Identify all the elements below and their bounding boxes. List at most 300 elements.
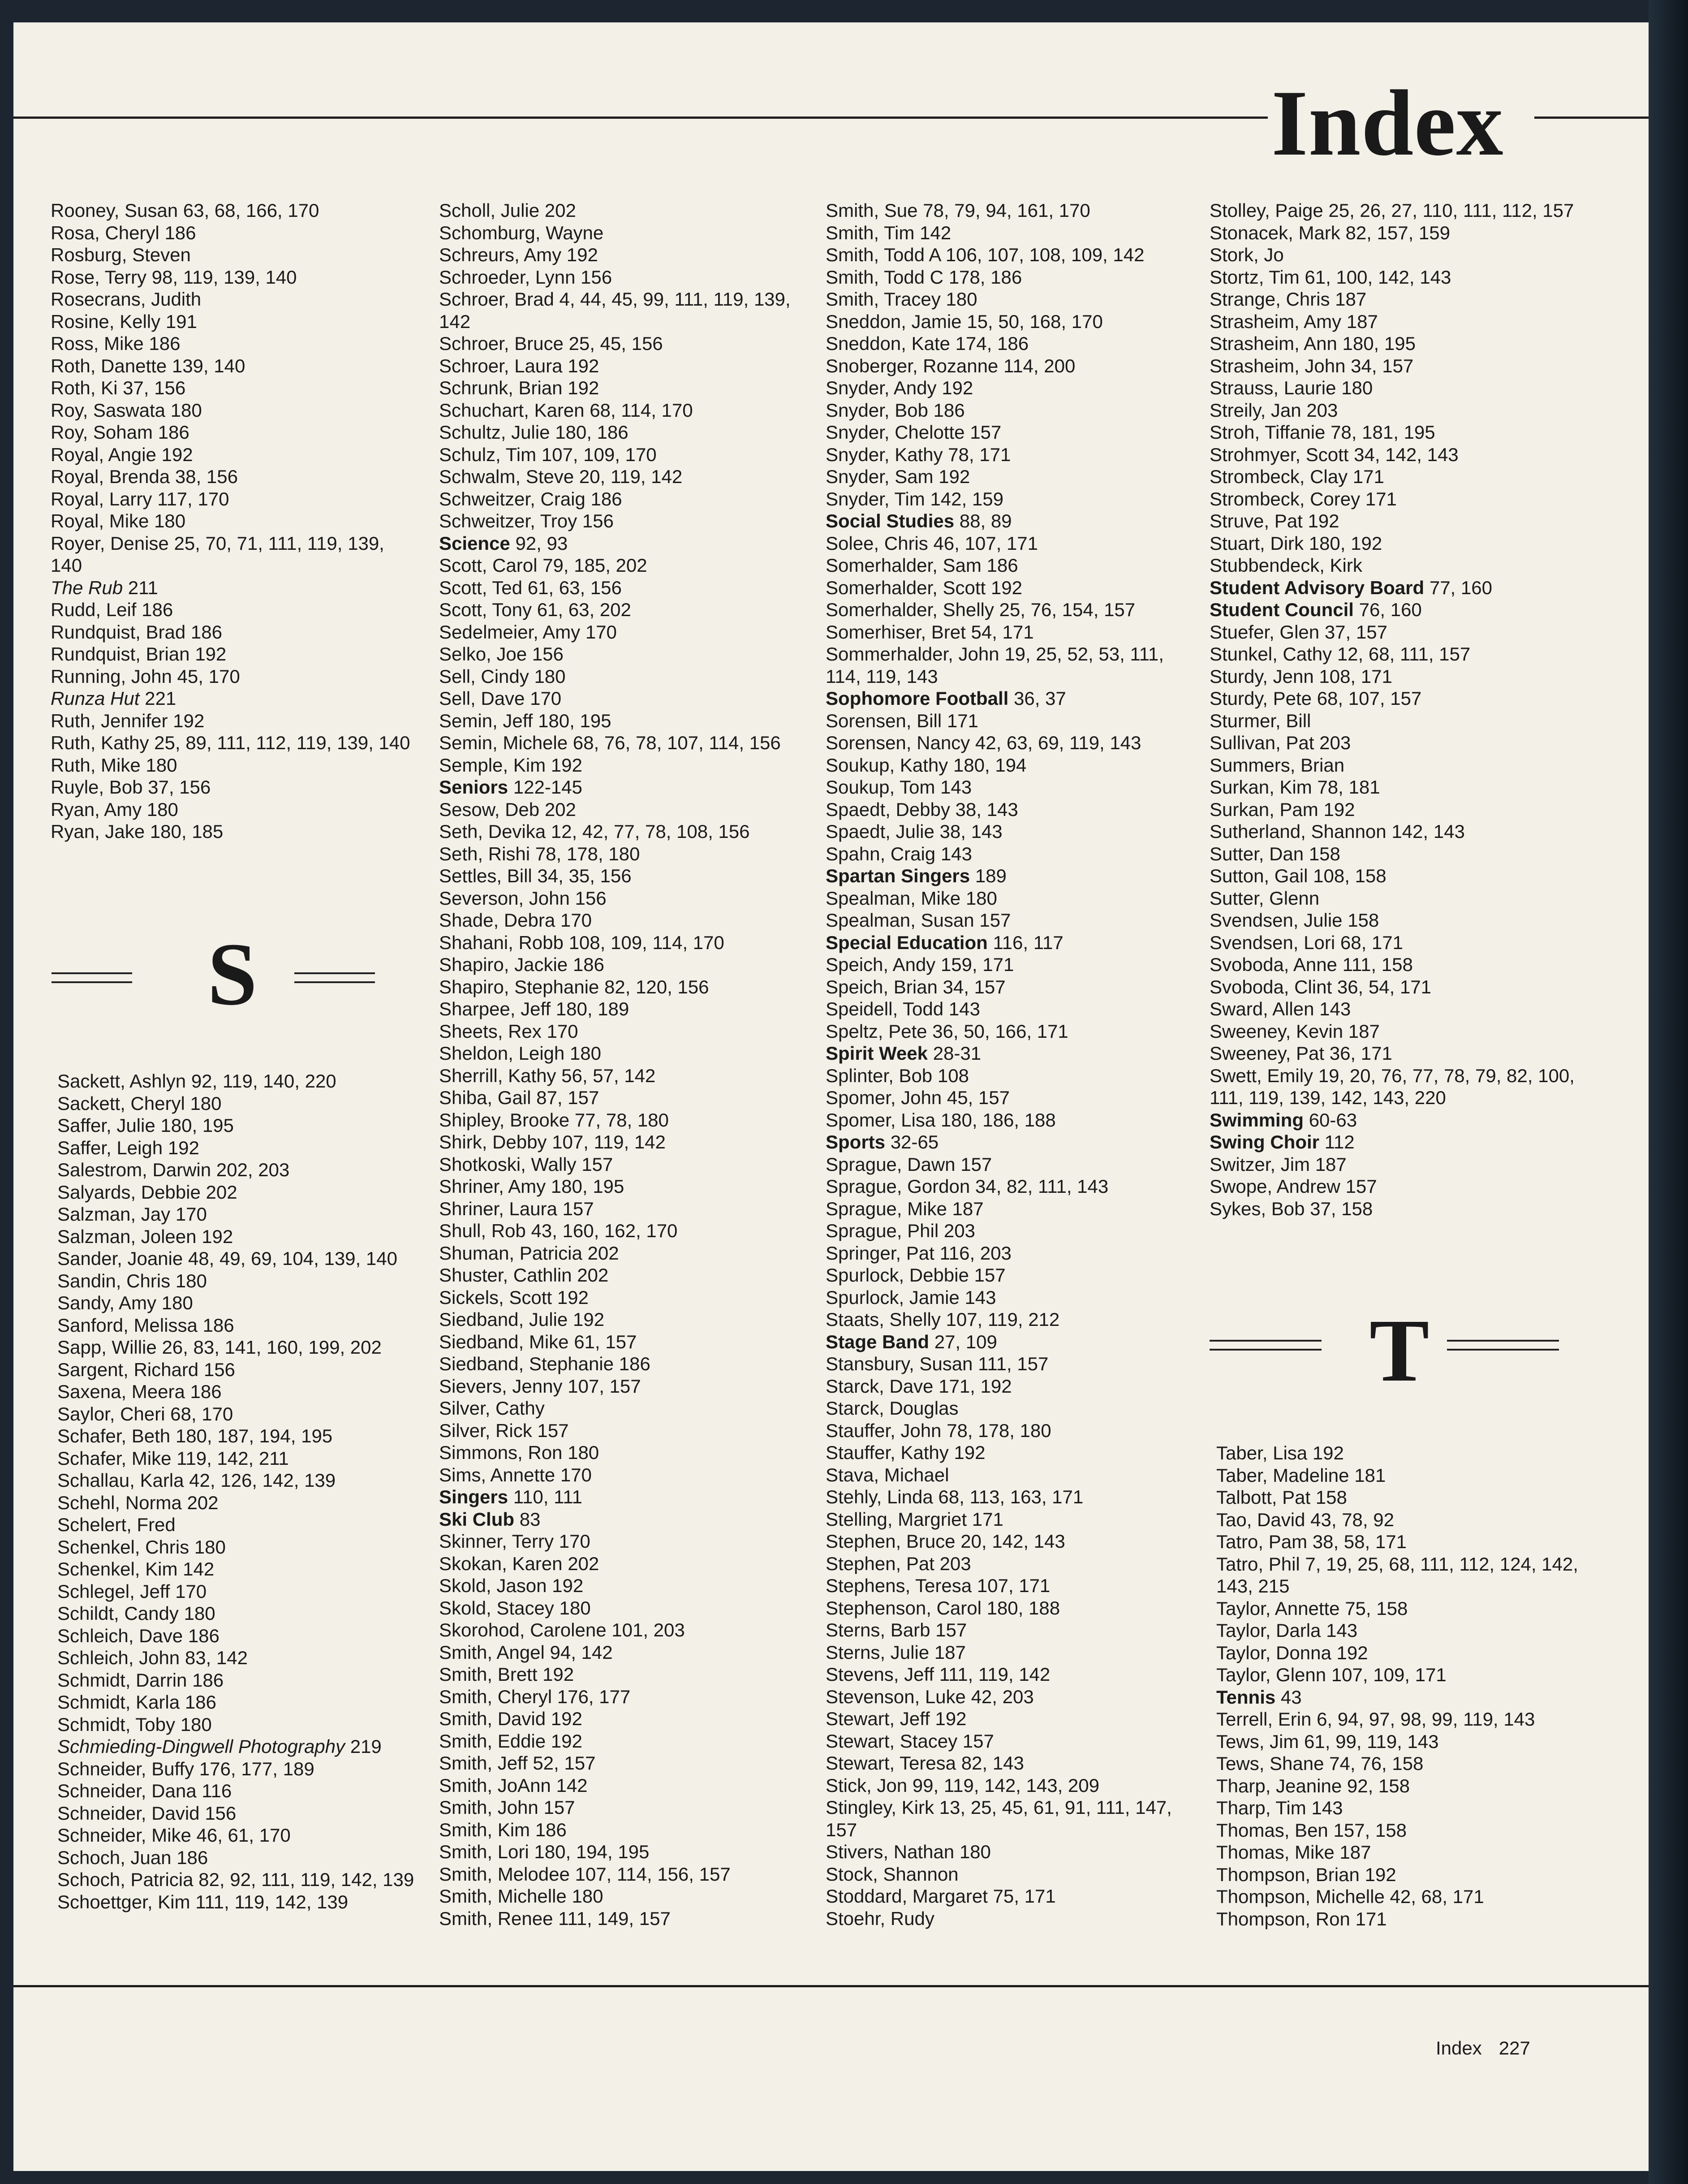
index-entry: [1216, 1752, 1588, 1775]
entry-name: Speich, Andy: [826, 954, 936, 975]
index-entry: [439, 1508, 811, 1531]
index-entry: [826, 1730, 1197, 1752]
entry-name: Stewart, Teresa: [826, 1752, 956, 1774]
entry-name: Spealman, Mike: [826, 887, 961, 909]
entry-pages: 37, 156: [148, 777, 211, 798]
header-rule-right: [1534, 117, 1649, 119]
entry-name: Roy, Saswata: [51, 399, 165, 421]
entry-pages: 202: [587, 1242, 619, 1264]
entry-pages: 143: [1311, 1797, 1343, 1818]
entry-name: Schmieding-Dingwell Photography: [57, 1736, 345, 1757]
entry-name: Sprague, Phil: [826, 1220, 939, 1241]
index-entry: [1216, 1464, 1588, 1487]
index-entry: [57, 1181, 425, 1204]
entry-pages: 192: [161, 444, 193, 465]
index-entry: [57, 1492, 425, 1514]
entry-pages: 159, 171: [940, 954, 1014, 975]
index-column-4-t: [1216, 1442, 1588, 1930]
index-entry: [439, 1198, 811, 1220]
index-entry: [826, 377, 1197, 399]
entry-pages: 68, 171: [1340, 932, 1403, 953]
entry-name: Seniors: [439, 777, 508, 798]
entry-name: Severson, John: [439, 887, 570, 909]
entry-name: Strombeck, Corey: [1210, 488, 1361, 509]
entry-pages: 186: [619, 1353, 650, 1374]
entry-pages: 180, 186, 188: [940, 1109, 1056, 1131]
index-entry: [51, 466, 418, 488]
entry-name: Stewart, Jeff: [826, 1708, 930, 1729]
entry-pages: 202: [544, 200, 576, 221]
index-entry: [826, 532, 1197, 555]
index-entry: [439, 510, 811, 532]
entry-name: Schleich, Dave: [57, 1625, 183, 1646]
index-entry: [826, 732, 1197, 754]
entry-name: Rooney, Susan: [51, 200, 178, 221]
entry-name: Smith, David: [439, 1708, 546, 1729]
entry-name: Student Council: [1210, 599, 1354, 620]
entry-pages: 180: [965, 887, 997, 909]
entry-name: Strasheim, John: [1210, 355, 1346, 376]
index-entry: [439, 887, 811, 910]
entry-pages: 25, 45, 156: [568, 333, 663, 354]
entry-name: Stauffer, John: [826, 1420, 942, 1441]
entry-pages: 180: [170, 399, 202, 421]
entry-name: Shade, Debra: [439, 910, 555, 931]
index-entry: [439, 1752, 811, 1774]
entry-name: Sutherland, Shannon: [1210, 821, 1387, 842]
index-entry: [826, 1264, 1197, 1286]
entry-name: Sheldon, Leigh: [439, 1043, 565, 1064]
index-entry: [439, 1308, 811, 1331]
entry-pages: 180: [146, 798, 178, 820]
entry-pages: 192: [551, 754, 582, 776]
index-entry: [57, 1336, 425, 1359]
entry-pages: 180, 194, 195: [534, 1841, 650, 1862]
index-entry: [57, 1314, 425, 1337]
index-entry: [1210, 909, 1581, 932]
entry-name: Schweitzer, Troy: [439, 510, 577, 531]
index-entry: [439, 532, 811, 555]
entry-name: Skokan, Karen: [439, 1553, 563, 1574]
index-entry: [439, 1863, 811, 1886]
index-entry: [826, 1286, 1197, 1309]
entry-name: Surkan, Kim: [1210, 777, 1312, 798]
index-entry: [439, 377, 811, 399]
entry-pages: 107, 157: [568, 1375, 641, 1397]
index-entry: [826, 577, 1197, 599]
entry-pages: 176, 177, 189: [199, 1758, 314, 1779]
entry-name: Schoch, Patricia: [57, 1869, 194, 1890]
entry-pages: 221: [145, 688, 177, 709]
entry-name: Snyder, Tim: [826, 488, 925, 509]
entry-name: Sturmer, Bill: [1210, 710, 1311, 731]
entry-name: Stava, Michael: [826, 1464, 949, 1485]
entry-pages: 106, 107, 108, 109, 142: [945, 244, 1145, 265]
entry-pages: 25, 70, 71, 111, 119, 139, 140: [51, 532, 384, 576]
entry-name: Schmidt, Karla: [57, 1692, 180, 1713]
index-entry: [51, 599, 418, 621]
index-entry: [826, 865, 1197, 887]
entry-name: Springer, Pat: [826, 1242, 934, 1264]
entry-pages: 157: [537, 1420, 569, 1441]
index-entry: [1210, 754, 1581, 777]
index-entry: [826, 288, 1197, 311]
index-entry: [826, 687, 1197, 710]
section-heading-s: [52, 925, 419, 1024]
entry-pages: 203: [939, 1553, 971, 1574]
index-entry: [1216, 1797, 1588, 1819]
entry-pages: 187: [1335, 289, 1367, 310]
entry-name: Stick, Jon: [826, 1774, 908, 1796]
entry-name: Roth, Danette: [51, 355, 167, 376]
entry-pages: 192: [557, 1286, 589, 1308]
index-entry: [439, 732, 811, 754]
entry-name: Schomburg, Wayne: [439, 222, 604, 243]
index-entry: [1210, 311, 1581, 333]
entry-name: Seth, Devika: [439, 821, 546, 842]
entry-name: Rudd, Leif: [51, 599, 137, 620]
index-column-2: [439, 199, 811, 1929]
entry-name: Sullivan, Pat: [1210, 732, 1314, 753]
entry-name: Ruth, Kathy: [51, 732, 149, 753]
index-entry: [826, 222, 1197, 244]
index-entry: [826, 1464, 1197, 1486]
index-entry: [439, 466, 811, 488]
entry-name: Rose, Terry: [51, 266, 146, 288]
entry-name: Shuman, Patricia: [439, 1242, 582, 1264]
entry-pages: 92, 158: [1347, 1775, 1410, 1796]
entry-name: Stephenson, Carol: [826, 1597, 982, 1619]
entry-pages: 192: [1323, 798, 1355, 820]
entry-name: Seth, Rishi: [439, 843, 530, 864]
entry-name: Spaedt, Julie: [826, 821, 934, 842]
index-entry: [439, 1819, 811, 1841]
entry-name: Spomer, Lisa: [826, 1109, 936, 1131]
index-entry: [1210, 843, 1581, 865]
entry-pages: 68, 114, 170: [590, 399, 693, 421]
entry-name: Ryan, Amy: [51, 798, 142, 820]
entry-name: Schweitzer, Craig: [439, 488, 586, 509]
entry-name: Smith, John: [439, 1797, 538, 1818]
index-entry: [439, 554, 811, 577]
entry-name: Sterns, Barb: [826, 1619, 930, 1640]
entry-name: Thomas, Ben: [1216, 1819, 1328, 1841]
index-entry: [1210, 732, 1581, 754]
index-entry: [1210, 288, 1581, 311]
entry-pages: 78, 178, 180: [535, 843, 640, 864]
entry-pages: 202: [577, 1265, 609, 1286]
index-entry: [57, 1092, 425, 1115]
index-entry: [826, 488, 1197, 510]
entry-name: Schildt, Candy: [57, 1603, 179, 1624]
entry-pages: 192: [543, 1664, 574, 1685]
entry-pages: 171: [972, 1508, 1003, 1530]
index-entry: [439, 421, 811, 444]
entry-name: Sprague, Dawn: [826, 1153, 956, 1175]
index-entry: [439, 1885, 811, 1908]
index-entry: [57, 1226, 425, 1248]
index-entry: [51, 754, 418, 777]
entry-pages: 170: [530, 688, 562, 709]
index-entry: [1210, 954, 1581, 976]
entry-pages: 83, 142: [185, 1647, 248, 1668]
entry-name: Sweeney, Pat: [1210, 1043, 1325, 1064]
entry-pages: 180: [161, 1292, 193, 1313]
index-entry: [57, 1114, 425, 1137]
entry-pages: 180, 195: [1342, 333, 1416, 354]
entry-pages: 12, 42, 77, 78, 108, 156: [551, 821, 750, 842]
index-entry: [1210, 865, 1581, 887]
entry-name: Sanford, Melissa: [57, 1314, 198, 1336]
section-heading-t: [1210, 1301, 1581, 1400]
entry-pages: 202, 203: [216, 1159, 290, 1180]
entry-pages: 171: [1352, 466, 1384, 487]
entry-pages: 180: [568, 1442, 599, 1463]
index-entry: [826, 1508, 1197, 1531]
index-entry: [826, 1530, 1197, 1553]
entry-pages: 180: [190, 1092, 222, 1114]
page-number: 227: [1499, 2037, 1530, 2059]
index-entry: [51, 222, 418, 244]
entry-pages: 112: [1324, 1131, 1355, 1152]
entry-name: Taylor, Annette: [1216, 1597, 1340, 1619]
entry-pages: 143: [1326, 1620, 1358, 1641]
entry-name: Stivers, Nathan: [826, 1841, 955, 1862]
entry-name: Sandin, Chris: [57, 1270, 171, 1291]
index-entry: [51, 776, 418, 798]
entry-name: Surkan, Pam: [1210, 798, 1318, 820]
entry-name: Smith, Angel: [439, 1641, 545, 1663]
index-entry: [1210, 222, 1581, 244]
index-entry: [826, 954, 1197, 976]
index-entry: [826, 1619, 1197, 1641]
index-entry: [826, 266, 1197, 289]
index-entry: [826, 1198, 1197, 1220]
entry-pages: 178, 186: [948, 266, 1022, 288]
index-entry: [826, 1442, 1197, 1464]
index-entry: [1216, 1775, 1588, 1797]
entry-pages: 191: [165, 311, 197, 332]
entry-name: Sneddon, Jamie: [826, 311, 962, 332]
index-entry: [1210, 355, 1581, 377]
index-entry: [57, 1203, 425, 1226]
entry-pages: 170: [560, 910, 592, 931]
entry-pages: 180: [1341, 377, 1373, 398]
entry-pages: 46, 61, 170: [196, 1825, 291, 1846]
index-column-1: [51, 199, 418, 843]
entry-pages: 180, 187, 194, 195: [175, 1425, 333, 1446]
entry-name: Somerhalder, Sam: [826, 555, 982, 576]
entry-name: Scott, Tony: [439, 599, 532, 620]
entry-pages: 117, 170: [157, 488, 229, 509]
entry-pages: 156: [532, 643, 564, 665]
entry-pages: 156: [582, 510, 614, 531]
index-entry: [51, 732, 418, 754]
entry-name: Selko, Joe: [439, 643, 527, 665]
entry-name: Sims, Annette: [439, 1464, 555, 1485]
index-entry: [826, 421, 1197, 444]
entry-pages: 19, 20, 76, 77, 78, 79, 82, 100, 111, 119, 139, 142, 143, 220: [1210, 1065, 1575, 1108]
entry-name: Sprague, Gordon: [826, 1176, 970, 1197]
entry-pages: 122-145: [513, 777, 582, 798]
entry-pages: 42, 68, 171: [1390, 1886, 1484, 1907]
entry-pages: 180, 186: [555, 422, 629, 443]
entry-pages: 192: [935, 1708, 967, 1729]
entry-pages: 192: [1365, 1864, 1396, 1885]
entry-pages: 37, 158: [1310, 1198, 1373, 1219]
entry-pages: 180: [569, 1043, 601, 1064]
entry-pages: 180: [946, 289, 977, 310]
entry-name: Rundquist, Brian: [51, 643, 190, 665]
entry-pages: 94, 142: [550, 1641, 613, 1663]
index-entry: [826, 1420, 1197, 1442]
entry-name: Taber, Madeline: [1216, 1464, 1349, 1486]
entry-pages: 180: [959, 1841, 991, 1862]
entry-pages: 75, 158: [1345, 1597, 1408, 1619]
index-entry: [439, 932, 811, 954]
entry-pages: 19, 25, 52, 53, 111, 114, 119, 143: [826, 643, 1164, 687]
entry-name: Rosine, Kelly: [51, 311, 161, 332]
index-column-1-s: [57, 1070, 425, 1913]
entry-pages: 38, 156: [175, 466, 238, 487]
entry-name: Svoboda, Clint: [1210, 976, 1332, 997]
index-entry: [439, 954, 811, 976]
entry-name: Shapiro, Stephanie: [439, 976, 599, 997]
index-entry: [57, 1714, 425, 1736]
index-entry: [51, 244, 418, 266]
entry-pages: 68, 113, 163, 171: [938, 1486, 1084, 1507]
index-entry: [826, 932, 1197, 954]
index-entry: [51, 710, 418, 732]
entry-pages: 186: [188, 1625, 220, 1646]
index-entry: [826, 244, 1197, 266]
entry-name: Starck, Douglas: [826, 1398, 959, 1419]
entry-name: Snyder, Sam: [826, 466, 934, 487]
entry-name: Swing Choir: [1210, 1131, 1319, 1152]
entry-name: Science: [439, 532, 510, 554]
index-entry: [439, 776, 811, 798]
entry-name: Schmidt, Darrin: [57, 1669, 187, 1691]
entry-pages: 187: [1346, 311, 1378, 332]
entry-name: Tews, Shane: [1216, 1753, 1324, 1774]
entry-name: Thomas, Mike: [1216, 1842, 1335, 1863]
entry-pages: 170: [175, 1580, 207, 1602]
index-column-4: [1210, 199, 1581, 1220]
index-entry: [826, 399, 1197, 422]
index-entry: [57, 1137, 425, 1159]
entry-pages: 20, 142, 143: [960, 1531, 1065, 1552]
entry-pages: 36, 50, 166, 171: [932, 1020, 1068, 1042]
entry-name: Social Studies: [826, 510, 955, 531]
entry-name: Sturdy, Pete: [1210, 688, 1312, 709]
entry-pages: 192: [990, 577, 1022, 598]
entry-pages: 192: [939, 466, 970, 487]
entry-name: Thompson, Michelle: [1216, 1886, 1385, 1907]
index-entry: [826, 1663, 1197, 1686]
entry-pages: 156: [205, 1802, 237, 1824]
index-entry: [826, 1220, 1197, 1242]
entry-pages: 142, 143: [1391, 821, 1465, 842]
entry-pages: 187: [952, 1198, 984, 1219]
index-entry: [1216, 1731, 1588, 1753]
entry-name: Salyards, Debbie: [57, 1181, 201, 1203]
index-entry: [1210, 887, 1581, 910]
entry-name: Sykes, Bob: [1210, 1198, 1305, 1219]
entry-pages: 25, 26, 27, 110, 111, 112, 157: [1328, 200, 1574, 221]
index-entry: [1210, 710, 1581, 732]
entry-pages: 82, 143: [961, 1752, 1024, 1774]
entry-pages: 74, 76, 158: [1329, 1753, 1424, 1774]
entry-pages: 187: [1315, 1153, 1347, 1175]
entry-pages: 34, 142, 143: [1354, 444, 1459, 465]
entry-pages: 42, 126, 142, 139: [189, 1470, 336, 1491]
entry-pages: 158: [1348, 910, 1379, 931]
entry-name: Tharp, Jeanine: [1216, 1775, 1342, 1796]
entry-pages: 176, 177: [557, 1686, 631, 1707]
entry-pages: 157: [935, 1619, 967, 1640]
index-entry: [1210, 1198, 1581, 1220]
index-entry: [1210, 1153, 1581, 1176]
entry-name: Student Advisory Board: [1210, 577, 1425, 598]
index-entry: [57, 1847, 425, 1869]
entry-name: Rosburg, Steven: [51, 244, 191, 265]
entry-pages: 68, 107, 157: [1317, 688, 1422, 709]
index-entry: [1210, 266, 1581, 289]
index-entry: [57, 1469, 425, 1492]
entry-pages: 36, 54, 171: [1337, 976, 1432, 997]
footer-label: Index: [1436, 2037, 1482, 2059]
index-entry: [51, 532, 418, 577]
entry-pages: 203: [1319, 732, 1351, 753]
entry-name: Sommerhalder, John: [826, 643, 999, 665]
index-entry: [439, 909, 811, 932]
entry-name: Schroeder, Lynn: [439, 266, 576, 288]
index-entry: [439, 1841, 811, 1863]
entry-name: Semin, Michele: [439, 732, 568, 753]
entry-pages: 78, 178, 180: [947, 1420, 1051, 1441]
entry-name: Smith, Cheryl: [439, 1686, 552, 1707]
entry-name: Svendsen, Lori: [1210, 932, 1335, 953]
index-entry: [439, 1708, 811, 1730]
index-entry: [439, 1597, 811, 1619]
index-entry: [826, 1397, 1197, 1420]
entry-name: Schroer, Bruce: [439, 333, 564, 354]
index-entry: [439, 288, 811, 332]
entry-name: Swett, Emily: [1210, 1065, 1313, 1086]
entry-pages: 79, 185, 202: [543, 555, 647, 576]
index-entry: [439, 1641, 811, 1664]
index-entry: [826, 1175, 1197, 1198]
index-entry: [1210, 621, 1581, 643]
entry-pages: 54, 171: [971, 621, 1034, 643]
index-entry: [57, 1558, 425, 1580]
page-footer: [1436, 2037, 1547, 2059]
index-entry: [1216, 1819, 1588, 1842]
section-letter-s: S: [207, 925, 258, 1024]
entry-pages: 187: [934, 1641, 966, 1663]
index-entry: [1210, 1131, 1581, 1153]
index-entry: [826, 1375, 1197, 1398]
entry-pages: 34, 35, 156: [537, 865, 632, 886]
entry-name: Talbott, Pat: [1216, 1487, 1311, 1508]
entry-name: Snyder, Bob: [826, 399, 928, 421]
entry-name: Tharp, Tim: [1216, 1797, 1306, 1818]
entry-name: Schallau, Karla: [57, 1470, 184, 1491]
index-entry: [51, 510, 418, 532]
index-entry: [1210, 1175, 1581, 1198]
entry-pages: 60-63: [1309, 1109, 1357, 1131]
entry-pages: 157: [1345, 1176, 1377, 1197]
